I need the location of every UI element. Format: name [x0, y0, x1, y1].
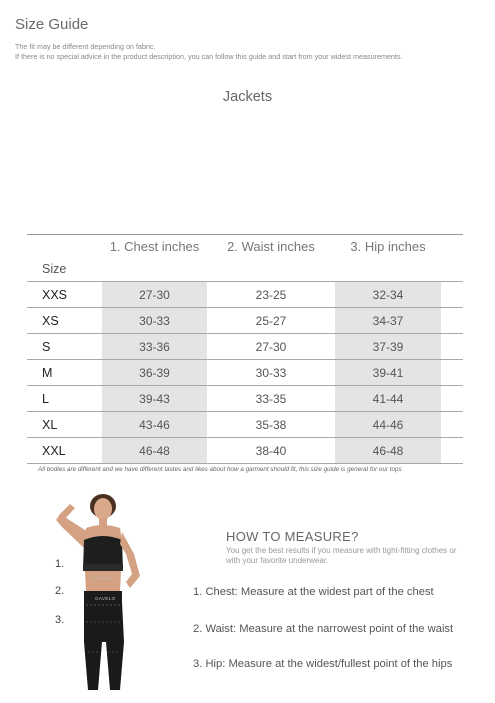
chest-cell: 39-43	[102, 386, 207, 411]
chest-cell: 27-30	[102, 282, 207, 307]
page-title: Size Guide	[15, 16, 89, 33]
how-to-measure-subtitle: You get the best results if you measure with tight-fitting clothes or with your favorite underwear.	[226, 546, 457, 565]
table-row	[27, 438, 463, 464]
table-header-row	[27, 235, 463, 257]
hip-cell: 44-46	[335, 412, 441, 437]
measure-step-waist: 2. Waist: Measure at the narrowest point of the waist	[193, 623, 454, 635]
table-row	[27, 308, 463, 334]
waist-cell: 30-33	[255, 365, 287, 380]
header-hip: 3. Hip inches	[350, 238, 426, 254]
header-waist: 2. Waist inches	[227, 238, 315, 254]
table-row	[27, 386, 463, 412]
how-to-measure-title: HOW TO MEASURE?	[226, 529, 359, 544]
waist-cell: 25-27	[255, 313, 287, 328]
hip-cell: 32-34	[335, 282, 441, 307]
measure-step-chest: 1. Chest: Measure at the widest part of the chest	[193, 586, 434, 598]
hip-cell: 46-48	[335, 438, 441, 463]
size-table	[27, 234, 463, 464]
hip-cell: 39-41	[335, 360, 441, 385]
figure-brand-mark: GAVELO	[92, 576, 113, 581]
table-note: All bodies are different and we have different tastes and likes about how a garment should fit, this size guide is general for our tops	[38, 466, 402, 473]
figure-label-chest: 1.	[55, 558, 65, 570]
chest-cell: 30-33	[102, 308, 207, 333]
waist-cell: 23-25	[255, 287, 287, 302]
figure-brand-mark-waist: GAVELO	[95, 596, 116, 601]
size-cell: XXL	[42, 443, 66, 458]
size-cell: M	[42, 365, 53, 380]
table-row	[27, 334, 463, 360]
size-cell: XS	[42, 313, 59, 328]
measure-step-hip: 3. Hip: Measure at the widest/fullest point of the hips	[193, 658, 453, 670]
waist-cell: 35-38	[255, 417, 287, 432]
chest-cell: 33-36	[102, 334, 207, 359]
size-cell: XL	[42, 417, 58, 432]
hip-cell: 34-37	[335, 308, 441, 333]
size-cell: XXS	[42, 287, 68, 302]
waist-cell: 27-30	[255, 339, 287, 354]
table-row	[27, 282, 463, 308]
size-cell: S	[42, 339, 51, 354]
chest-cell: 46-48	[102, 438, 207, 463]
hip-cell: 37-39	[335, 334, 441, 359]
subtitle-line-2: If there is no special advice in the product description, you can follow this guide and start from your widest measurements.	[15, 52, 403, 61]
waist-cell: 38-40	[255, 443, 287, 458]
table-row	[27, 360, 463, 386]
subtitle-line-1: The fit may be different depending on fabric.	[15, 42, 156, 51]
page-subtitle	[15, 42, 485, 62]
model-illustration	[48, 492, 166, 698]
header-chest: 1. Chest inches	[109, 238, 200, 254]
size-cell: L	[42, 391, 49, 406]
chest-cell: 36-39	[102, 360, 207, 385]
waist-cell: 33-35	[255, 391, 287, 406]
model-figure	[48, 492, 166, 698]
figure-label-hip: 3.	[55, 614, 65, 626]
table-size-label-row	[27, 257, 463, 282]
table-row	[27, 412, 463, 438]
section-title: Jackets	[222, 89, 273, 105]
figure-label-waist: 2.	[55, 585, 65, 597]
size-column-label: Size	[42, 262, 67, 276]
hip-cell: 41-44	[335, 386, 441, 411]
chest-cell: 43-46	[102, 412, 207, 437]
